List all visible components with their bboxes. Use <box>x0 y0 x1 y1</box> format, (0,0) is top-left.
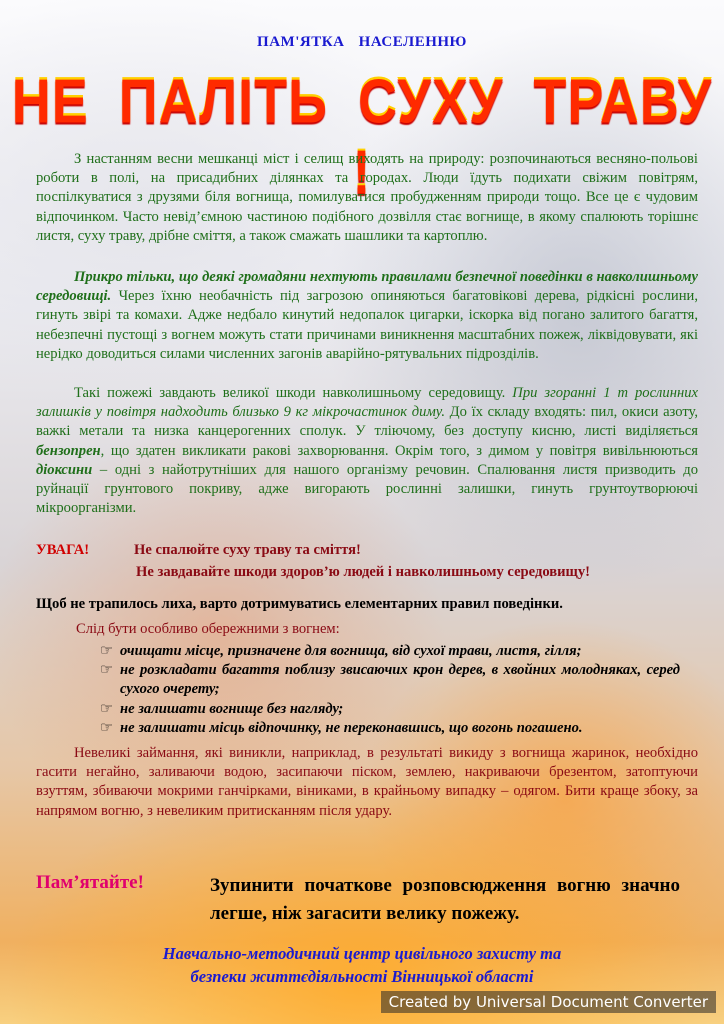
rule-item-text: не залишати місць відпочинку, не переконавшись, що вогонь погашено. <box>120 719 583 736</box>
remember-label: Пам’ятайте! <box>36 872 144 893</box>
warning-label: УВАГА! <box>36 542 90 558</box>
pointing-hand-icon: ☞ <box>100 643 114 659</box>
paragraph-negligence-emphasis: Прикро тільки, що деякі громадяни нехтують правилами безпечної поведінки в навколишньому середовищі. <box>36 269 698 305</box>
rule-item <box>100 719 680 738</box>
memo-subtitle: ПАМ'ЯТКА НАСЕЛЕННЮ <box>257 34 467 50</box>
rule-item <box>100 700 680 719</box>
paragraph-negligence-text: Через їхню необачність під загрозою опиняються багатовікові дерева, рідкісні рослини, гинуть звірі та комахи. Адже недбало кинутий недопалок цигарки, іскорка від погано залитого багаття, небезпечні пустощі з вогнем можуть стати причинами виникнення масштабних пожеж, ліквідовувати, які нерідко доводиться силами численних загонів аварійно-рятувальних підрозділів. <box>36 288 698 362</box>
paragraph-extinguish <box>36 744 698 821</box>
pointing-hand-icon: ☞ <box>100 662 114 679</box>
footer-organization <box>0 942 724 988</box>
pointing-hand-icon: ☞ <box>100 719 114 736</box>
converter-watermark: Created by Universal Document Converter <box>381 991 716 1013</box>
paragraph-extinguish-text: Невеликі займання, які виникли, наприклад, в результаті викиду з вогнища жаринок, необхідно гасити негайно, заливаючи водою, засипаючи піском, землею, накриваючи брезентом, затоптуючи взуттям, збиваючи мокрими ганчірками, віниками, в крайньому випадку – одягом. Бити краще збоку, за напрямом вогню, з невеликим притисканням після удару. <box>36 745 698 819</box>
warning-line-2: Не завдавайте шкоди здоров’ю людей і навколишньому середовищу! <box>136 564 591 580</box>
remember-text: Зупинити початкове розповсюдження вогню значно легше, ніж загасити велику пожежу. <box>210 875 680 924</box>
pointing-hand-icon: ☞ <box>100 700 114 717</box>
rule-item-text: очищати місце, призначене для вогнища, від сухої трави, листя, гілля; <box>120 643 582 659</box>
rules-intro: Щоб не трапилось лиха, варто дотримуватись елементарних правил поведінки. <box>36 596 563 612</box>
rule-item-text: не розкладати багаття поблизу звисаючих крон дерев, в хвойних молодняках, серед сухого очерету; <box>120 662 680 698</box>
warning-line-1: Не спалюйте суху траву та сміття! <box>134 542 361 558</box>
paragraph-intro-text: З настанням весни мешканці міст і селищ виходять на природу: розпочинаються весняно-польові роботи в полі, на присадибних ділянках та городах. Люди їдуть подихати свіжим повітрям, поспілкуватися з друзями біля вогнища, помилуватися пробудженням природи тощо. Все це є чудовим відпочинком. Часто невід’ємною частиною подібного дозвілля стає вогнище, в якому спалюють торішнє листя, суху траву, дрібне сміття, а також смажать шашлики та картоплю. <box>36 151 698 244</box>
rule-item <box>100 642 680 661</box>
paragraph-damage-dioxins: діоксини <box>36 461 93 478</box>
footer-line-1: Навчально-методичний центр цивільного захисту та <box>162 944 562 963</box>
paragraph-damage-part2: До їх складу входять: пил, окиси азоту, важкі метали та низка канцерогенних сполук. У тліючому, без доступу кисню, листі виділяється <box>36 404 699 440</box>
paragraph-damage-part3: , що здатен викликати ракові захворювання. Окрім того, з димом у повітря вивільнюються <box>100 442 698 459</box>
paragraph-damage-smoke-fact: При згоранні 1 т рослинних залишків у повітря надходить близько 9 кг мікрочастинок диму. <box>36 385 698 421</box>
rule-item <box>100 661 680 699</box>
paragraph-damage-part4: – одні з найотрутніших для нашого організму речовин. Спалювання листя призводить до руйнації грунтового покриву, адже вигорають рослинні залишки, гинуть грунтоутворюючі мікроорганізми. <box>36 461 698 517</box>
footer-line-2: безпеки життєдіяльності Вінницької області <box>190 967 534 986</box>
paragraph-damage <box>36 384 698 518</box>
headline: НЕ ПАЛІТЬ СУХУ ТРАВУ ! <box>11 67 713 208</box>
paragraph-damage-benzopren: бензопрен <box>36 442 101 459</box>
paragraph-damage-part1: Такі пожежі завдають великої шкоди навколишньому середовищу. <box>74 385 513 401</box>
rule-item-text: не залишати вогнище без нагляду; <box>120 700 344 717</box>
warning-block <box>36 542 716 582</box>
rules-list <box>100 642 680 738</box>
rules-lead: Слід бути особливо обережними з вогнем: <box>76 621 340 637</box>
paragraph-negligence <box>36 268 698 364</box>
paragraph-intro <box>36 150 698 246</box>
